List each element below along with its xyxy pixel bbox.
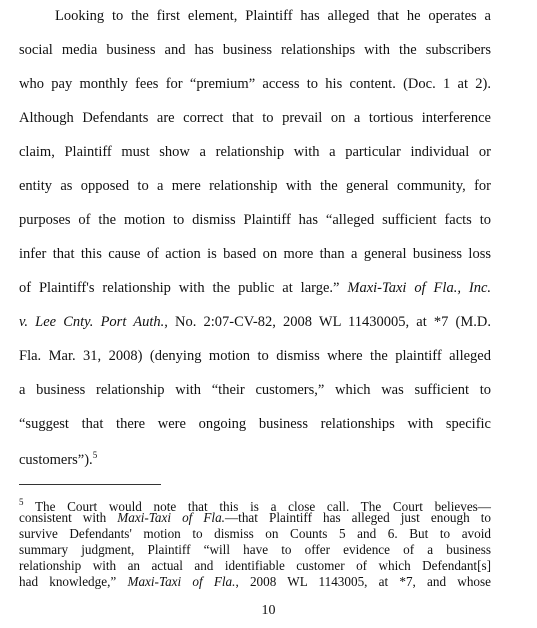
body-line-9 — [19, 280, 491, 297]
body-line-8: infer that this cause of action is based on more than a general business loss — [19, 246, 491, 262]
body-line-2: social media business and has business relationships with the subscribers — [19, 42, 491, 58]
body-line-1: Looking to the first element, Plaintiff has alleged that he operates a — [55, 8, 491, 24]
body-line-14 — [19, 450, 491, 469]
body-line-6: entity as opposed to a mere relationship with the general community, for — [19, 178, 491, 194]
footnote-line-3: survive Defendants' motion to dismiss on Counts 5 and 6. But to avoid — [19, 526, 491, 541]
body-line-12: a business relationship with “their customers,” which was sufficient to — [19, 382, 491, 398]
footnote-divider — [19, 484, 161, 485]
body-line-14-text: customers”). — [19, 452, 93, 468]
body-line-10-text: , No. 2:07-CV-82, 2008 WL 11430005, at *7 (M.D. — [164, 314, 491, 330]
body-line-11: Fla. Mar. 31, 2008) (denying motion to dismiss where the plaintiff alleged — [19, 348, 491, 364]
body-line-3: who pay monthly fees for “premium” access to his content. (Doc. 1 at 2). — [19, 76, 491, 92]
footnote-case-citation-2: Maxi-Taxi of Fla. — [127, 574, 236, 589]
footnote-reference[interactable]: 5 — [92, 450, 98, 460]
footnote-line-5: relationship with an actual and identifiable customer of which Defendant[s] — [19, 558, 491, 573]
body-line-13: “suggest that there were ongoing business relationships with specific — [19, 416, 491, 432]
footnote-line-1-text: The Court would note that this is a close call. The Court believes— — [34, 499, 491, 514]
page-number: 10 — [261, 603, 276, 618]
footnote-line-2-b: —that Plaintiff has alleged just enough to — [224, 510, 491, 525]
body-line-4: Although Defendants are correct that to prevail on a tortious interference — [19, 110, 491, 126]
footnote-case-citation: Maxi-Taxi of Fla. — [117, 510, 225, 525]
footnote-line-6-b: , 2008 WL 1143005, at *7, and whose — [235, 574, 491, 589]
footnote-line-4: summary judgment, Plaintiff “will have to offer evidence of a business — [19, 542, 491, 557]
body-line-9-text: of Plaintiff's relationship with the public at large.” — [19, 280, 340, 296]
footnote-line-2 — [19, 510, 491, 526]
footnote-marker: 5 — [19, 497, 24, 507]
footnote-line-6-a: had knowledge,” — [19, 574, 128, 589]
case-citation: Maxi-Taxi of Fla., Inc. — [347, 280, 492, 296]
body-line-5: claim, Plaintiff must show a relationship with a particular individual or — [19, 144, 491, 160]
body-line-10 — [19, 314, 491, 331]
body-line-7: purposes of the motion to dismiss Plaintiff has “alleged sufficient facts to — [19, 212, 491, 228]
footnote-line-2-a: consistent with — [19, 510, 118, 525]
footnote-line-6 — [19, 574, 491, 590]
case-citation-cont: v. Lee Cnty. Port Auth. — [19, 314, 165, 330]
